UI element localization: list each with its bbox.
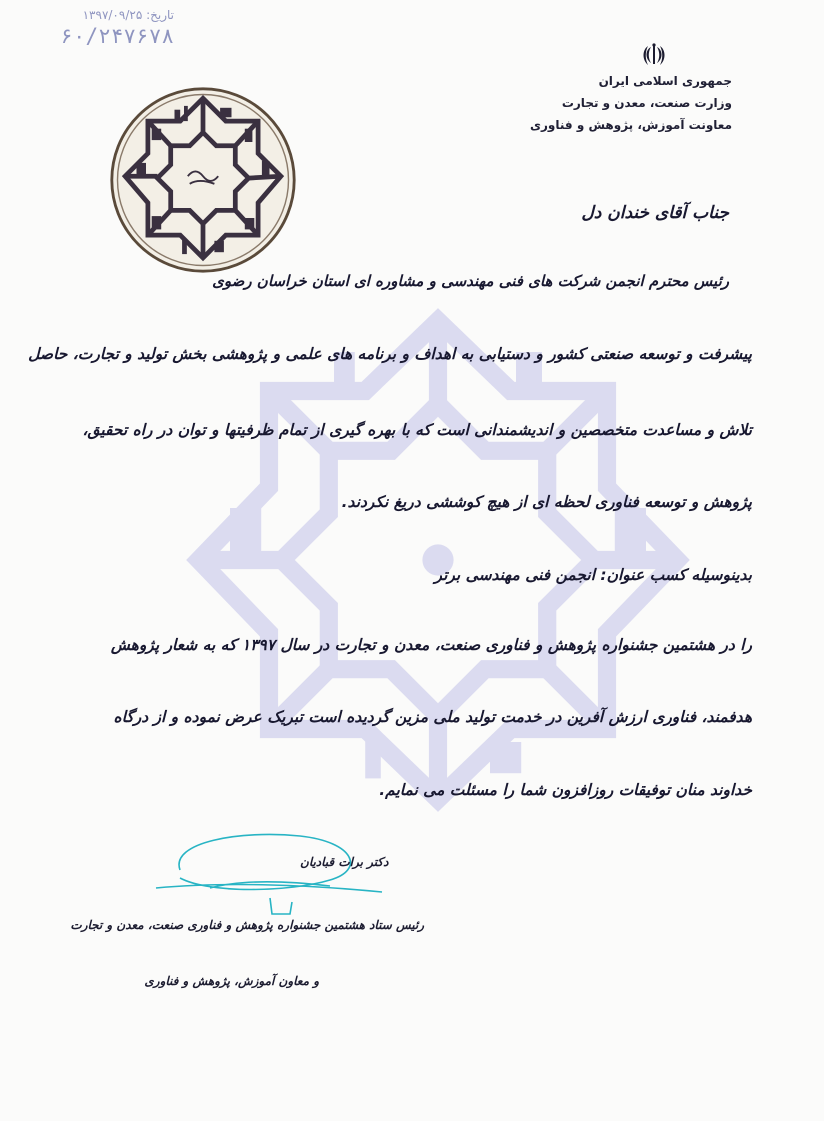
signatory-name: دکتر برات قبادیان xyxy=(300,855,389,869)
letter-number: ۶۰/۲۴۷۶۷۸ xyxy=(60,24,174,48)
award-title-line: بدینوسیله کسب عنوان: انجمن فنی مهندسی برتر xyxy=(434,566,752,584)
paragraph-line: را در هشتمین جشنواره پژوهش و فناوری صنعت، معدن و تجارت در سال ۱۳۹۷ که به شعار پژوهش xyxy=(110,636,752,654)
national-emblem-icon xyxy=(641,42,667,68)
recipient-title: رئیس محترم انجمن شرکت های فنی مهندسی و مشاوره ای استان خراسان رضوی xyxy=(212,272,729,290)
ministry-header xyxy=(482,70,732,136)
paragraph-line: هدفمند، فناوری ارزش آفرین در خدمت تولید ملی مزین گردیده است تبریک عرض نموده و از درگاه xyxy=(113,708,752,726)
paragraph-line: خداوند منان توفیقات روزافزون شما را مسئلت می نمایم. xyxy=(379,781,752,799)
festival-seal-icon xyxy=(108,85,298,275)
ministry-name: وزارت صنعت، معدن و تجارت xyxy=(561,96,732,110)
date-line: تاریخ: ۱۳۹۷/۰۹/۲۵ xyxy=(82,8,174,22)
salutation: جناب آقای خندان دل xyxy=(581,203,729,223)
signatory-title-2: و معاون آموزش، پژوهش و فناوری xyxy=(144,974,319,988)
deputy-name: معاونت آموزش، پژوهش و فناوری xyxy=(530,118,732,132)
paragraph-line: پیشرفت و توسعه صنعتی کشور و دستیابی به اهداف و برنامه های علمی و پژوهشی بخش تولید و تجارت، حاصل xyxy=(28,345,752,363)
paragraph-line: پژوهش و توسعه فناوری لحظه ای از هیچ کوششی دریغ نکردند. xyxy=(341,493,752,511)
country-name: جمهوری اسلامی ایران xyxy=(598,74,732,88)
handwritten-signature-icon xyxy=(150,822,400,922)
paragraph-line: تلاش و مساعدت متخصصین و اندیشمندانی است که با بهره گیری از تمام ظرفیتها و توان در راه تحقیق، xyxy=(82,421,752,439)
date-number-stamp xyxy=(24,8,174,48)
signatory-title: رئیس ستاد هشتمین جشنواره پژوهش و فناوری صنعت، معدن و تجارت xyxy=(70,918,424,932)
watermark-seal-icon xyxy=(178,300,698,820)
